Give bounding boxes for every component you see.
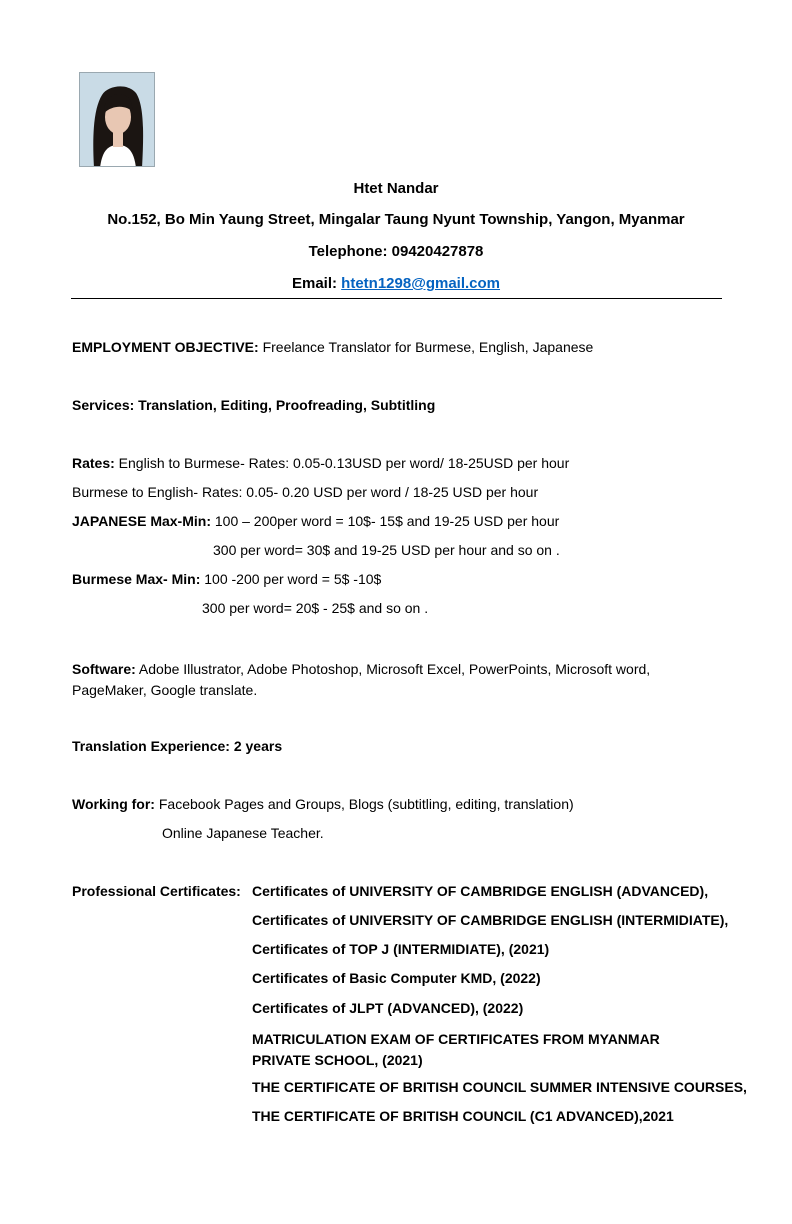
certificates-label: Professional Certificates: bbox=[72, 883, 241, 899]
working-for-label: Working for: bbox=[72, 796, 155, 812]
rates-japanese-line-2: 300 per word= 30$ and 19-25 USD per hour and so on . bbox=[213, 542, 560, 558]
services: Services: Translation, Editing, Proofreading, Subtitling bbox=[72, 397, 436, 413]
working-for-line-1 bbox=[72, 796, 574, 812]
rates-japanese-line-1 bbox=[72, 513, 559, 529]
rates-label: Rates: bbox=[72, 455, 115, 471]
burmese-rates-value: 100 -200 per word = 5$ -10$ bbox=[200, 571, 382, 587]
certificate-item: THE CERTIFICATE OF BRITISH COUNCIL (C1 ADVANCED),2021 bbox=[252, 1108, 674, 1124]
rates-burmese-line-2: 300 per word= 20$ - 25$ and so on . bbox=[202, 600, 429, 616]
address: No.152, Bo Min Yaung Street, Mingalar Taung Nyunt Township, Yangon, Myanmar bbox=[107, 211, 685, 228]
translation-experience: Translation Experience: 2 years bbox=[72, 738, 283, 754]
objective-value: Freelance Translator for Burmese, English, Japanese bbox=[258, 339, 594, 355]
working-for-line-2: Online Japanese Teacher. bbox=[162, 825, 324, 841]
objective-label: EMPLOYMENT OBJECTIVE: bbox=[72, 339, 259, 355]
rates-line-1 bbox=[72, 455, 569, 471]
rates-burmese-line-1 bbox=[72, 571, 381, 587]
japanese-rates-value: 100 – 200per word = 10$- 15$ and 19-25 USD per hour bbox=[210, 513, 560, 529]
software-label: Software: bbox=[72, 661, 136, 677]
japanese-rates-label: JAPANESE Max-Min: bbox=[72, 513, 211, 529]
certificate-item: THE CERTIFICATE OF BRITISH COUNCIL SUMMER INTENSIVE COURSES, bbox=[252, 1079, 747, 1095]
rates-english-to-burmese: English to Burmese- Rates: 0.05-0.13USD per word/ 18-25USD per hour bbox=[114, 455, 570, 471]
software-value: Adobe Illustrator, Adobe Photoshop, Microsoft Excel, PowerPoints, Microsoft word, PageMaker, Google translate. bbox=[72, 661, 651, 698]
portrait-image bbox=[80, 73, 155, 167]
email-link[interactable]: htetn1298@gmail.com bbox=[341, 275, 501, 292]
software bbox=[72, 659, 712, 701]
certificate-item: Certificates of UNIVERSITY OF CAMBRIDGE ENGLISH (ADVANCED), bbox=[252, 883, 709, 899]
email-line bbox=[0, 275, 792, 292]
profile-photo bbox=[79, 72, 155, 167]
certificate-item: MATRICULATION EXAM OF CERTIFICATES FROM MYANMAR PRIVATE SCHOOL, (2021) bbox=[252, 1031, 660, 1068]
certificate-item: Certificates of TOP J (INTERMIDIATE), (2021) bbox=[252, 941, 550, 957]
certificate-item: Certificates of JLPT (ADVANCED), (2022) bbox=[252, 1000, 524, 1016]
certificate-item: Certificates of Basic Computer KMD, (2022) bbox=[252, 970, 541, 986]
email-label: Email: bbox=[291, 275, 342, 292]
header-divider bbox=[71, 298, 722, 299]
burmese-rates-label: Burmese Max- Min: bbox=[72, 571, 201, 587]
candidate-name: Htet Nandar bbox=[353, 180, 439, 197]
certificate-item: Certificates of UNIVERSITY OF CAMBRIDGE ENGLISH (INTERMIDIATE), bbox=[252, 912, 729, 928]
working-for-value: Facebook Pages and Groups, Blogs (subtitling, editing, translation) bbox=[154, 796, 574, 812]
rates-burmese-to-english: Burmese to English- Rates: 0.05- 0.20 USD per word / 18-25 USD per hour bbox=[72, 484, 539, 500]
telephone: Telephone: 09420427878 bbox=[308, 243, 484, 260]
employment-objective bbox=[72, 339, 593, 355]
